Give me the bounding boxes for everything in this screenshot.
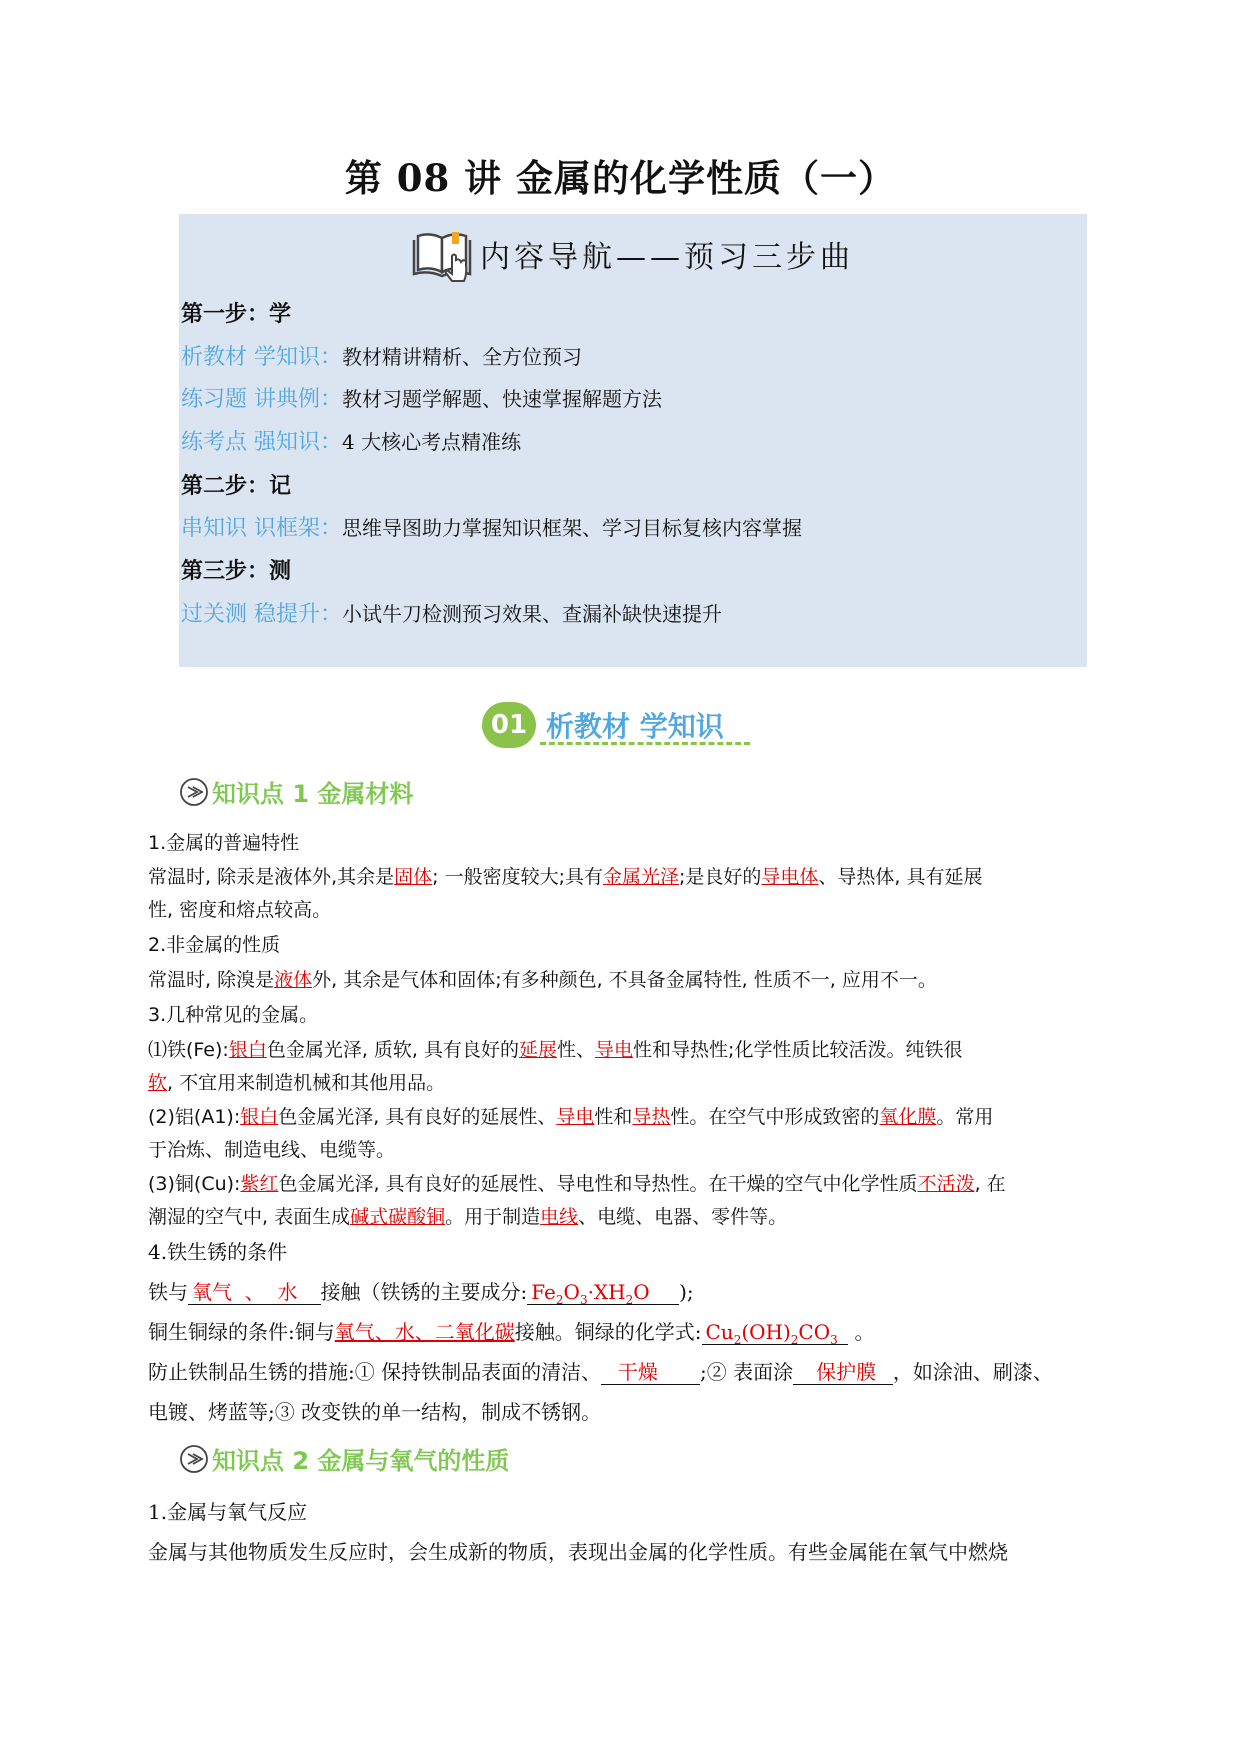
p3-iron-line-2: 软, 不宜用来制造机械和其他用品。 (148, 1072, 446, 1094)
p3-iron-line-1: ⑴铁(Fe):银白色金属光泽, 质软, 具有良好的延展性、导电性和导热性;化学性质比较活泼。纯铁很 (148, 1039, 963, 1061)
p3-aluminium-line-1: (2)铝(A1):银白色金属光泽, 具有良好的延展性、导电性和导热性。在空气中形成致密的氧化膜。常用 (148, 1106, 994, 1128)
section-divider (540, 742, 750, 745)
section-number-badge: 01 (482, 702, 536, 748)
book-pointer-icon (412, 226, 474, 282)
nav-row-3: 练考点 强知识：4 大核心考点精准练 (181, 430, 522, 455)
page-title: 第 08 讲 金属的化学性质（一） (344, 156, 897, 200)
p5-heading: 1.金属与氧气反应 (148, 1500, 308, 1524)
nav-row-4: 串知识 识框架：思维导图助力掌握知识框架、学习目标复核内容掌握 (181, 516, 802, 541)
p1-heading: 1.金属的普遍特性 (148, 832, 300, 854)
p1-line-2: 性, 密度和熔点较高。 (148, 899, 332, 921)
step-3: 第三步：测 (181, 558, 292, 584)
p3-copper-line-1: (3)铜(Cu):紫红色金属光泽, 具有良好的延展性、导电性和导热性。在干燥的空气中化学性质不活泼, 在 (148, 1173, 1006, 1195)
chevron-circle-icon (178, 776, 210, 808)
knowledge-point-1-heading: 知识点 1 金属材料 (178, 774, 413, 809)
nav-row-1: 析教材 学知识：教材精讲精析、全方位预习 (181, 345, 582, 370)
p3-aluminium-line-2: 于冶炼、制造电线、电缆等。 (148, 1139, 396, 1161)
p2-line-1: 常温时, 除溴是液体外, 其余是气体和固体;有多种颜色, 不具备金属特性, 性质不一, 应用不一。 (148, 969, 937, 991)
p4-prevention-line-2: 电镀、烤蓝等;③ 改变铁的单一结构，制成不锈钢。 (148, 1400, 602, 1424)
p2-heading: 2.非金属的性质 (148, 934, 281, 956)
nav-row-5: 过关测 稳提升：小试牛刀检测预习效果、查漏补缺快速提升 (181, 602, 722, 627)
p4-copper-line: 铜生铜绿的条件:铜与氧气、水、二氧化碳接触。铜绿的化学式: $Cu_2(OH)_2CO_3$ 。 (148, 1320, 875, 1347)
nav-heading (179, 224, 1087, 284)
section-title: 析教材 学知识 (546, 710, 724, 743)
knowledge-point-2-heading: 知识点 2 金属与氧气的性质 (178, 1441, 509, 1476)
p3-heading: 3.几种常见的金属。 (148, 1004, 319, 1026)
p5-line-1: 金属与其他物质发生反应时，会生成新的物质，表现出金属的化学性质。有些金属能在氧气中燃烧 (148, 1540, 1008, 1564)
step-1: 第一步：学 (181, 301, 292, 327)
content-navigation-box (179, 214, 1087, 667)
p4-prevention-line-1: 防止铁制品生锈的措施:① 保持铁制品表面的清洁、 干燥 ;② 表面涂 保护膜 ，如涂油、刷漆、 (148, 1360, 1053, 1384)
p4-iron-rust-line: 铁与 氧气 、 水 接触（铁锈的主要成分: $Fe_2O_3\cdot XH_2O$ ); (148, 1280, 694, 1307)
p1-line-1: 常温时, 除汞是液体外,其余是固体; 一般密度较大;具有金属光泽;是良好的导电体、导热体, 具有延展 (148, 866, 983, 888)
chevron-circle-icon (178, 1443, 210, 1475)
p4-heading: 4.铁生锈的条件 (148, 1240, 288, 1264)
nav-heading-text: 内容导航——预习三步曲 (480, 240, 854, 275)
nav-row-2: 练习题 讲典例：教材习题学解题、快速掌握解题方法 (181, 387, 662, 412)
step-2: 第二步：记 (181, 473, 292, 499)
section-heading (482, 695, 724, 755)
p3-copper-line-2: 潮湿的空气中, 表面生成碱式碳酸铜。用于制造电线、电缆、电器、零件等。 (148, 1206, 788, 1228)
